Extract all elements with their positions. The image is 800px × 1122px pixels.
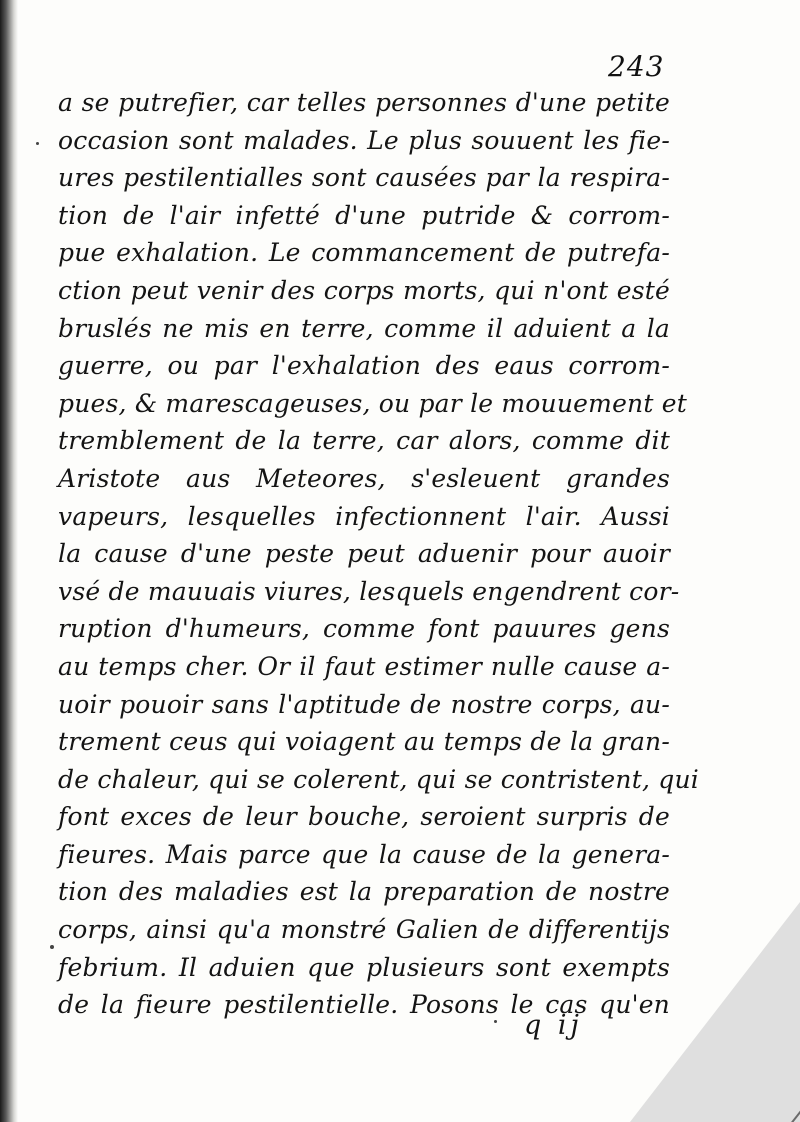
text-line: guerre, ou par l'exhalation des eaus corrom- bbox=[58, 351, 670, 381]
text-line: febrium. Il aduien que plusieurs sont exempts bbox=[58, 952, 670, 982]
text-line: trement ceus qui voiagent au temps de la gran- bbox=[58, 727, 670, 757]
text-line: fieures. Mais parce que la cause de la genera- bbox=[58, 839, 670, 869]
page-gutter-shadow bbox=[0, 0, 18, 1122]
text-line: tremblement de la terre, car alors, comme dit bbox=[58, 426, 670, 456]
ink-speck bbox=[50, 945, 54, 949]
text-line: tion des maladies est la preparation de nostre bbox=[58, 877, 670, 907]
ink-speck bbox=[36, 142, 39, 145]
signature-mark: q ij bbox=[524, 1010, 583, 1041]
page-number: 243 bbox=[608, 50, 665, 83]
text-line: a se putrefier, car telles personnes d'une petite bbox=[58, 88, 670, 117]
text-line: de la fieure pestilentielle. Posons le cas qu'en bbox=[58, 990, 670, 1020]
text-line: pue exhalation. Le commancement de putrefa- bbox=[58, 238, 670, 268]
text-line: corps, ainsi qu'a monstré Galien de differentijs bbox=[58, 915, 670, 945]
text-line: pues, & marescageuses, ou par le mouuement et bbox=[58, 388, 687, 418]
text-line: bruslés ne mis en terre, comme il aduient a la bbox=[58, 313, 670, 343]
text-line: ures pestilentialles sont causées par la respira- bbox=[58, 163, 670, 193]
text-line: la cause d'une peste peut aduenir pour auoir bbox=[58, 539, 670, 569]
text-line: vsé de mauuais viures, lesquels engendrent cor- bbox=[58, 576, 680, 606]
body-text bbox=[58, 84, 699, 1024]
text-line: vapeurs, lesquelles infectionnent l'air. Aussi bbox=[58, 501, 670, 531]
ink-speck bbox=[494, 1020, 497, 1023]
text-line: uoir pouoir sans l'aptitude de nostre corps, au- bbox=[58, 689, 670, 719]
text-line: au temps cher. Or il faut estimer nulle cause a- bbox=[58, 651, 670, 681]
text-line: Aristote aus Meteores, s'esleuent grandes bbox=[58, 463, 670, 493]
text-line: font exces de leur bouche, seroient surpris de bbox=[58, 802, 670, 832]
text-line: de chaleur, qui se colerent, qui se contristent, qui bbox=[58, 764, 699, 794]
text-line: occasion sont malades. Le plus souuent les fie- bbox=[58, 125, 670, 155]
text-line: ction peut venir des corps morts, qui n'ont esté bbox=[58, 275, 670, 305]
text-line: tion de l'air infetté d'une putride & corrom- bbox=[58, 200, 670, 230]
text-line: ruption d'humeurs, comme font pauures gens bbox=[58, 614, 670, 644]
